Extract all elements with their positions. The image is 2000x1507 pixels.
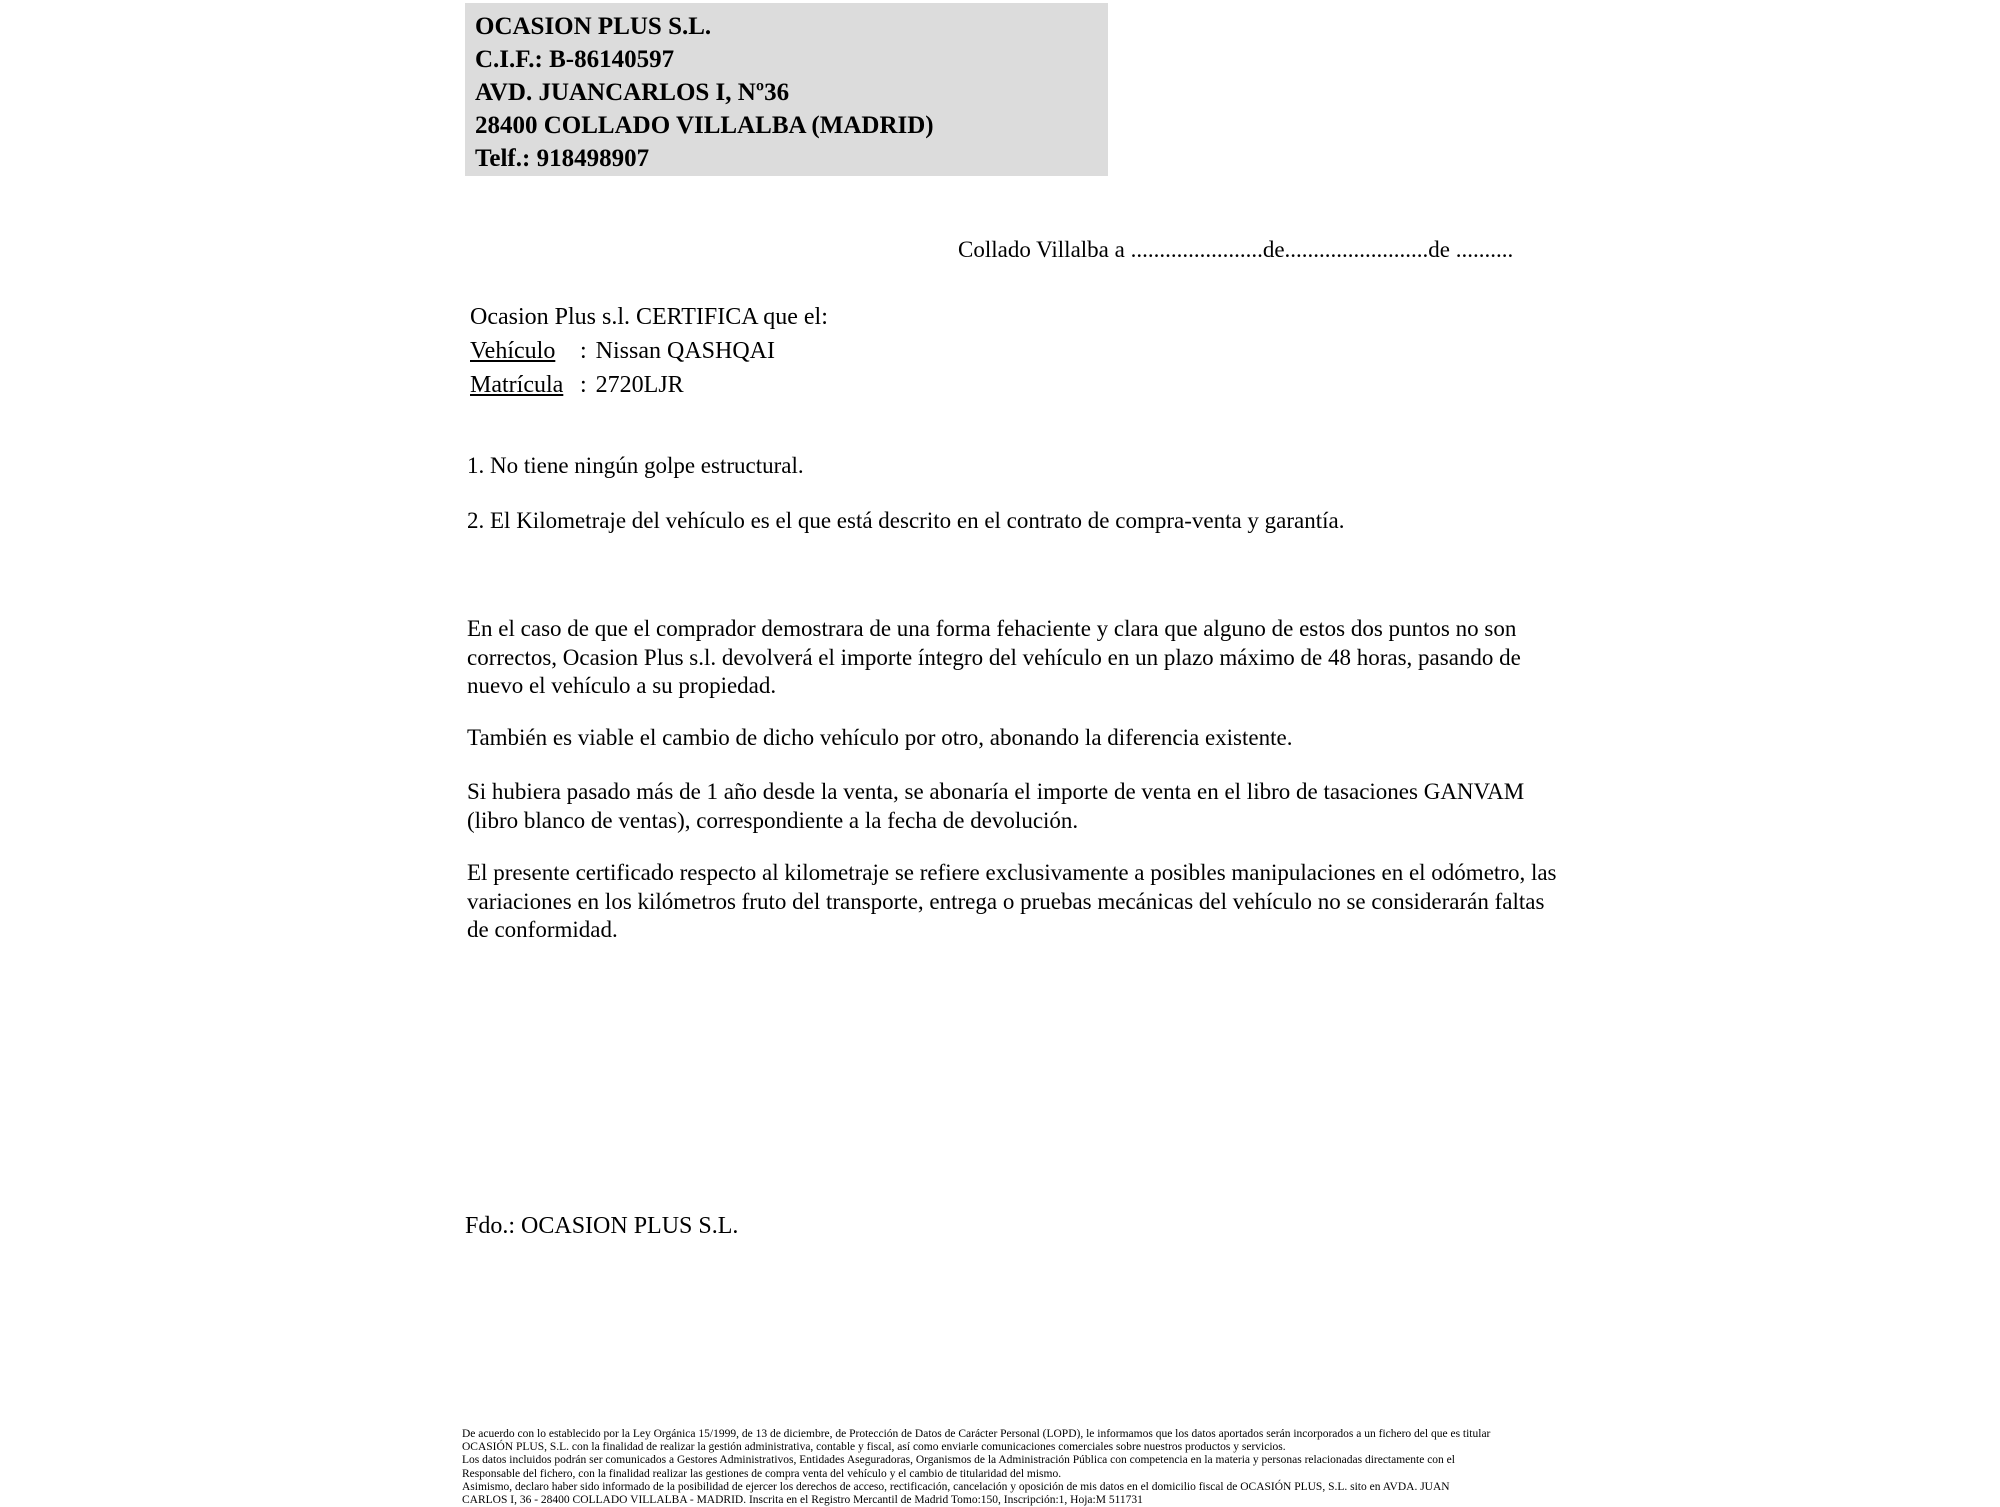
legal-line-6: CARLOS I, 36 - 28400 COLLADO VILLALBA - MADRID. Inscrita en el Registro Mercantil de Madrid Tomo:150, Inscripción:1, Hoja:M 511731 [462,1494,1143,1507]
paragraph-refund-terms: En el caso de que el comprador demostrara de una forma fehaciente y clara que alguno de estos dos puntos no son correctos, Ocasion Plus s.l. devolverá el importe íntegro del vehículo en un plazo máximo de 48 horas, pasando de nuevo el vehículo a su propiedad. [467,616,1521,698]
vehicle-label-box [470,334,580,368]
legal-line-2: OCASIÓN PLUS, S.L. con la finalidad de realizar la gestión administrativa, contable y fiscal, así como enviarle comunicaciones comerciales sobre nuestros productos y servicios. [462,1441,1286,1454]
paragraph-odometer-disclaimer: El presente certificado respecto al kilometraje se refiere exclusivamente a posibles manipulaciones en el odómetro, las variaciones en los kilómetros fruto del transporte, entrega o pruebas mecánicas del vehículo no se considerarán faltas de conformidad. [467,860,1557,942]
paragraph-exchange-option: También es viable el cambio de dicho vehículo por otro, abonando la diferencia existente. [467,725,1293,750]
certified-point-1: 1. No tiene ningún golpe estructural. [467,453,804,478]
plate-label-box [470,368,580,402]
legal-line-1: De acuerdo con lo establecido por la Ley Orgánica 15/1999, de 13 de diciembre, de Protección de Datos de Carácter Personal (LOPD), le informamos que los datos aportados serán incorporados a un fichero del que es titular [462,1428,1491,1440]
legal-line-5: Asimismo, declaro haber sido informado de la posibilidad de ejercer los derechos de acceso, rectificación, cancelación y oposición de mis datos en el domicilio fiscal de OCASIÓN PLUS, S.L. sito en AVDA. JUAN [462,1480,1450,1493]
legal-footer [462,1428,1582,1507]
paragraph-ganvam-valuation: Si hubiera pasado más de 1 año desde la venta, se abonaría el importe de venta en el libro de tasaciones GANVAM (libro blanco de ventas), correspondiente a la fecha de devolución. [467,779,1525,833]
certified-point-2: 2. El Kilometraje del vehículo es el que está descrito en el contrato de compra-venta y garantía. [467,508,1345,533]
certify-intro: Ocasion Plus s.l. CERTIFICA que el: [470,304,828,330]
company-address: AVD. JUANCARLOS I, Nº36 [475,79,790,106]
company-cif: C.I.F.: B-86140597 [475,46,675,73]
company-name: OCASION PLUS S.L. [475,13,712,40]
signature-line: Fdo.: OCASION PLUS S.L. [465,1213,739,1239]
company-city: 28400 COLLADO VILLALBA (MADRID) [475,112,934,139]
plate-label: Matrícula [470,372,564,398]
plate-value: 2720LJR [595,372,684,398]
vehicle-label: Vehículo [470,338,556,364]
vehicle-value: Nissan QASHQAI [595,338,776,364]
vehicle-separator: : [580,338,587,364]
legal-line-4: Responsable del fichero, con la finalidad realizar las gestiones de compra venta del vehículo y el cambio de titularidad del mismo. [462,1467,1062,1480]
plate-field-row [470,368,828,402]
date-fill-in-line: Collado Villalba a .......................de.........................de .......... [958,237,1514,262]
company-header-box [465,3,1108,176]
legal-line-3: Los datos incluidos podrán ser comunicados a Gestores Administrativos, Entidades Aseguradoras, Organismos de la Administración Pública con competencia en la materia y personas relacionadas directamente con el [462,1454,1455,1467]
vehicle-field-row [470,334,828,368]
certify-block [470,300,828,402]
company-phone: Telf.: 918498907 [475,145,650,172]
plate-separator: : [580,372,587,398]
